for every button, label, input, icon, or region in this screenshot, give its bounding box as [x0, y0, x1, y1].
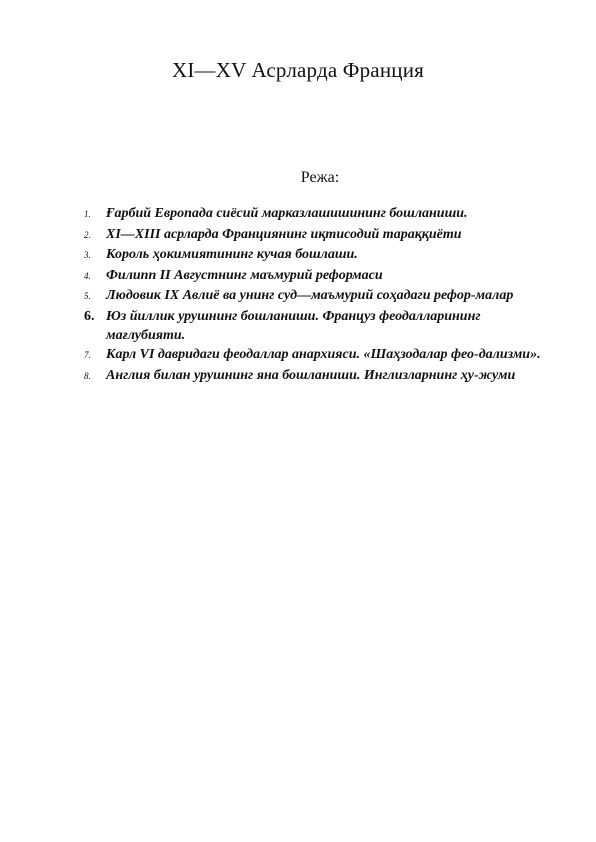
item-number: 5.	[84, 291, 91, 301]
item-number: 6.	[84, 308, 95, 324]
list-item	[84, 225, 544, 245]
item-number: 7.	[84, 350, 91, 360]
item-number: 3.	[84, 250, 91, 260]
item-text: Ғарбий Европада сиёсий марказлашишининг бошланиши.	[106, 206, 468, 221]
item-number: 2.	[84, 229, 91, 240]
list-item	[84, 286, 544, 306]
item-text: XI—XIII асрларда Франциянинг иқтисодий тараққиёти	[106, 226, 462, 242]
item-text: Юз йиллик урушнинг бошланиши. Француз феодалларининг мағлубияти.	[106, 308, 481, 343]
item-number: 8.	[84, 370, 91, 381]
list-item	[84, 345, 544, 365]
list-item	[84, 366, 544, 386]
item-text: Филипп II Августнинг маъмурий реформаси	[106, 267, 383, 283]
list-item	[84, 245, 544, 265]
item-text: Людовик IX Авлиё ва унинг суд—маъмурий соҳадаги рефор-малар	[106, 288, 514, 303]
list-item	[84, 204, 544, 224]
item-number: 1.	[84, 209, 91, 219]
plan-heading: Режа:	[300, 169, 340, 186]
plan-list	[84, 204, 544, 386]
item-text: Карл VI давридаги феодаллар анархияси. «Шаҳзодалар фео-дализми».	[106, 347, 541, 362]
page-title: XI—XV Асрларда Франция	[171, 58, 424, 82]
item-number: 4.	[84, 270, 91, 281]
item-text: Король ҳокимиятининг кучая бошлаши.	[106, 247, 358, 262]
list-item	[84, 266, 544, 286]
item-text: Англия билан урушнинг яна бошланиши. Инглизларнинг ҳу-жуми	[106, 367, 516, 383]
list-item	[84, 307, 544, 345]
